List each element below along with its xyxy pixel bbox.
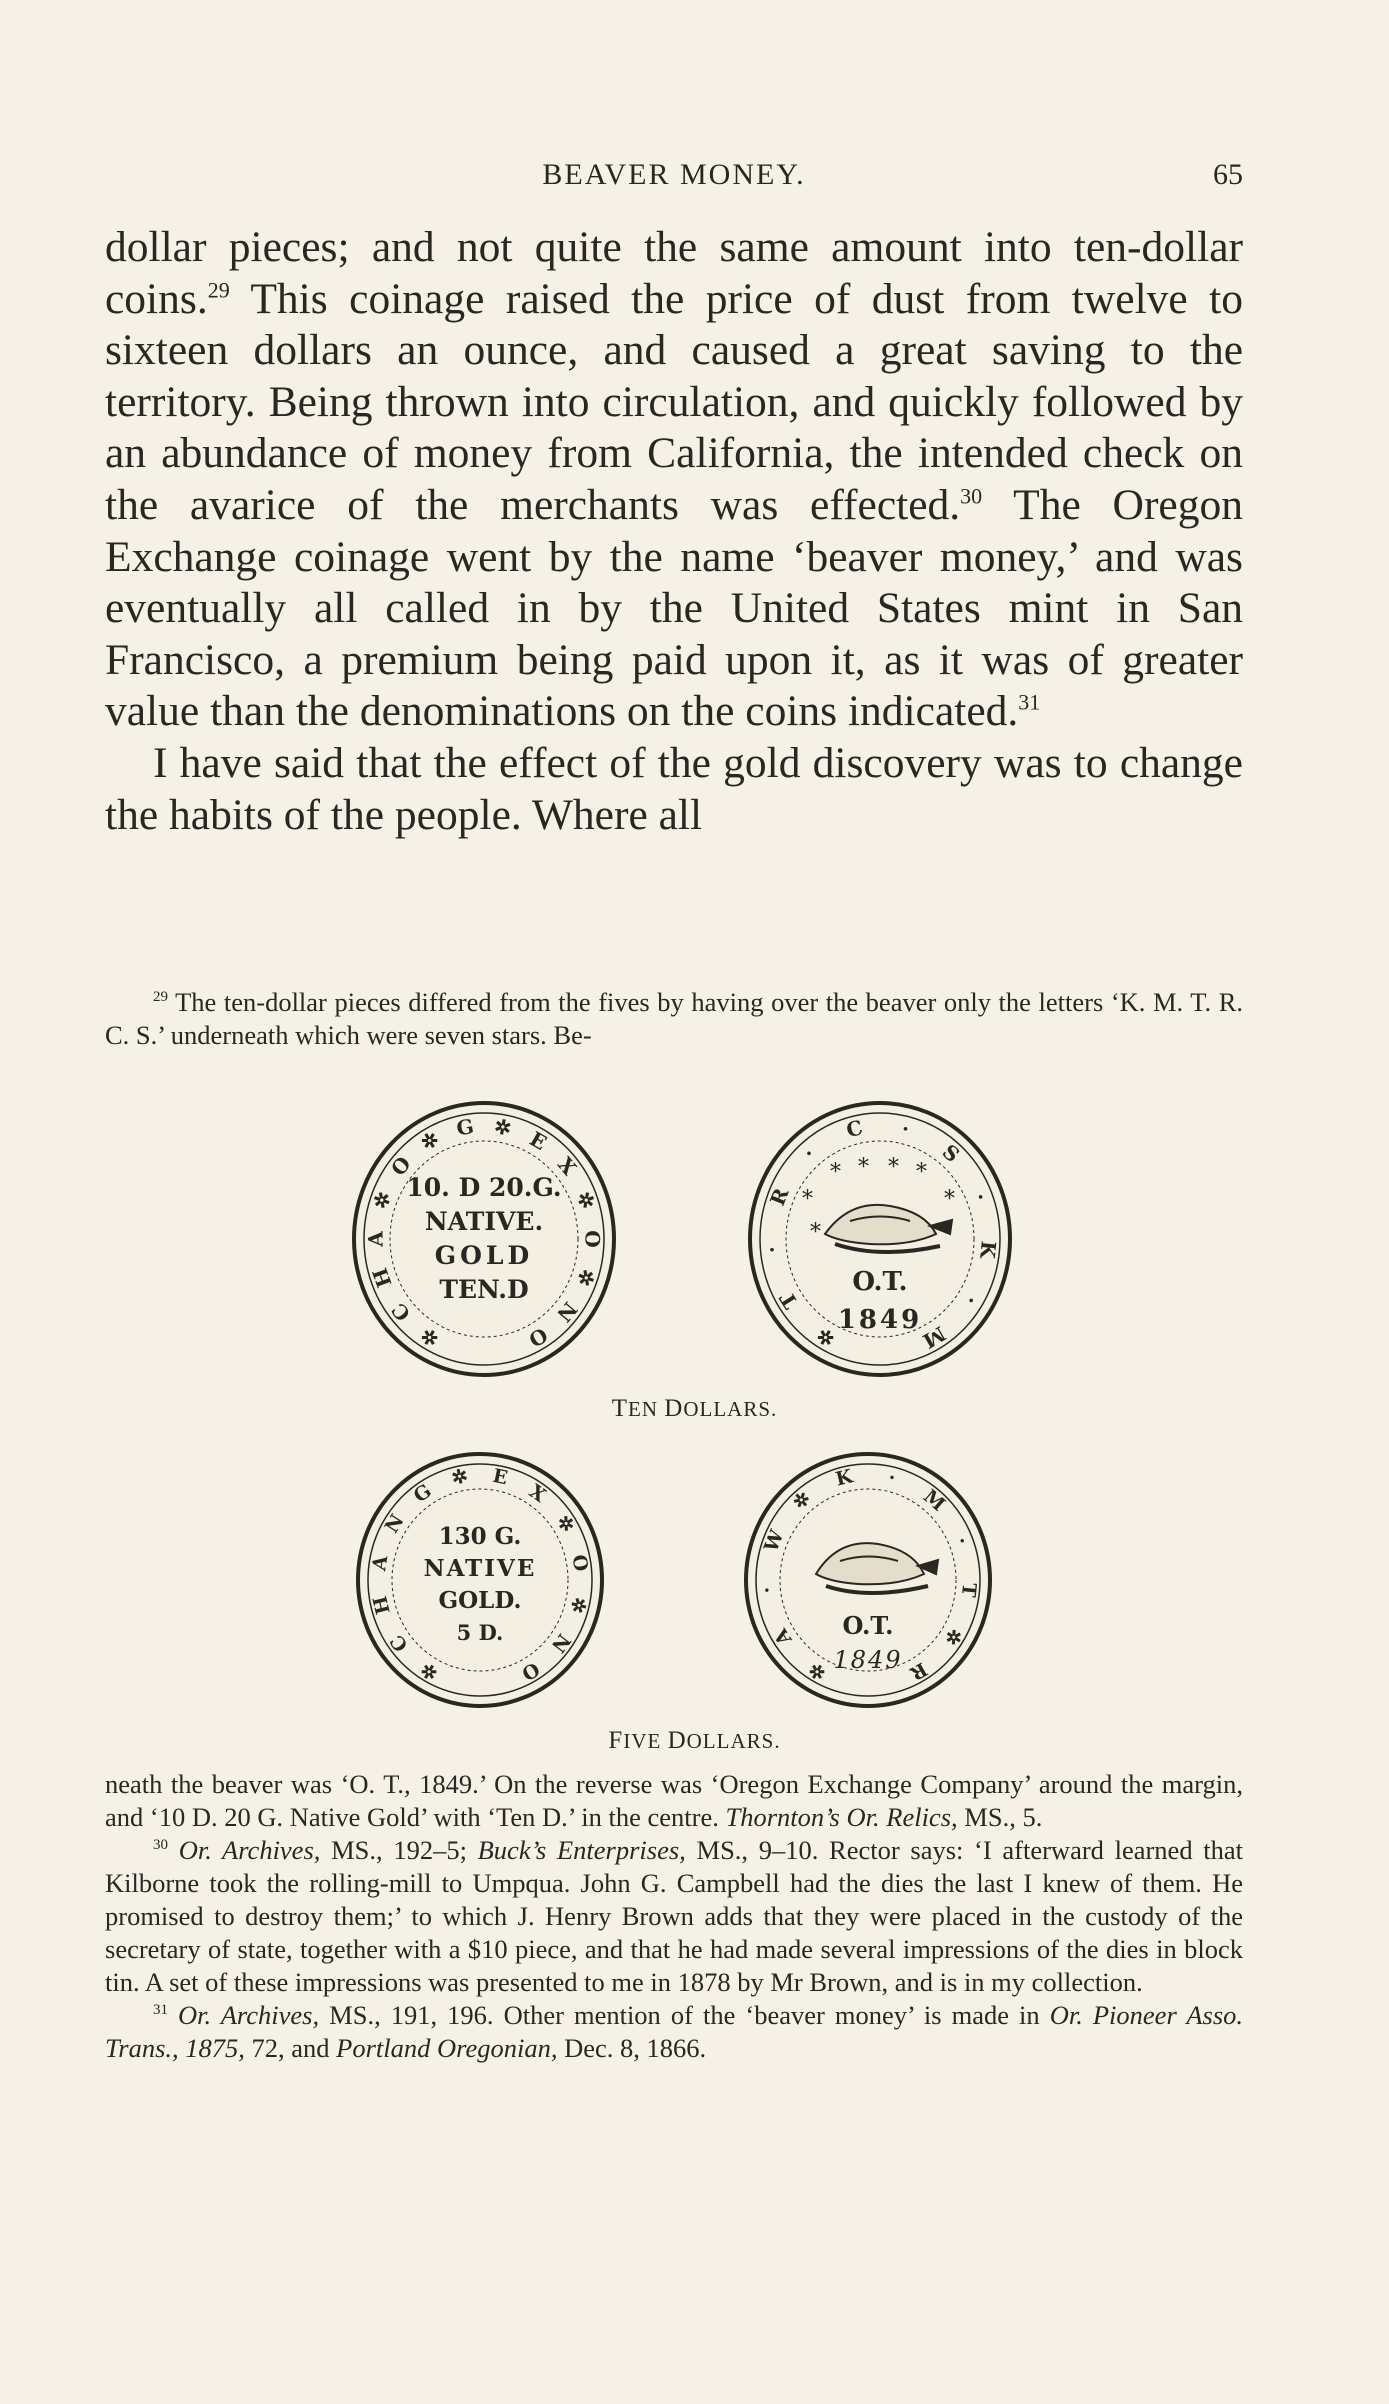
- rim-letter: ·: [759, 1245, 785, 1255]
- coin-line: O.T.: [842, 1611, 894, 1640]
- rim-letter: ·: [950, 1533, 974, 1549]
- star: *: [858, 1155, 869, 1180]
- coin-line: 5 D.: [456, 1620, 504, 1645]
- rim-letter: A: [368, 1554, 393, 1573]
- ten-dollar-reverse: [740, 1094, 1020, 1388]
- footnote-number: 31: [153, 2002, 168, 2019]
- rim-letter: ✲: [551, 1511, 579, 1537]
- running-head: BEAVER MONEY.: [542, 158, 806, 191]
- rim-letter: R: [765, 1184, 794, 1210]
- coin-line: GOLD.: [438, 1587, 522, 1614]
- page-number: 65: [1213, 158, 1243, 191]
- footnote-number: 29: [153, 989, 168, 1006]
- five-dollar-obverse: [350, 1446, 610, 1718]
- coin-line: 10. D 20.G.: [406, 1173, 562, 1202]
- coin-obverse-image: [344, 1094, 624, 1384]
- rim-letter: S: [937, 1139, 965, 1168]
- footnote-text: The ten-dollar pieces differed from the fives by having over the beaver only the letters ‘K. M. T. R. C. S.’ underneath which were seven stars. Be-: [105, 987, 1243, 1050]
- footnote-29-continued: [105, 1768, 1243, 1834]
- rim-letter: E: [525, 1126, 551, 1155]
- rim-letter: ✲: [812, 1322, 840, 1352]
- footnotes-bottom: [105, 1768, 1243, 2065]
- citation-title: Portland Oregonian,: [336, 2033, 558, 2063]
- rim-letter: ·: [756, 1585, 779, 1595]
- five-dollar-reverse: [738, 1446, 998, 1718]
- footnote-number: 30: [153, 1837, 168, 1854]
- caption-text: IVE: [623, 1729, 668, 1753]
- rim-letter: E: [490, 1464, 510, 1490]
- rim-letter: ·: [968, 1189, 994, 1205]
- rim-letter: ✲: [416, 1322, 444, 1352]
- rim-letter: O: [567, 1553, 592, 1574]
- paragraph-2: I have said that the effect of the gold discovery was to change the habits of the people. Where all: [105, 738, 1243, 839]
- rim-letter: ✲: [571, 1265, 601, 1290]
- citation-title: Buck’s Enterprises,: [477, 1835, 686, 1865]
- rim-letter: X: [552, 1152, 582, 1180]
- footnote-ref: 29: [207, 277, 230, 303]
- rim-letter: C: [386, 1298, 416, 1326]
- rim-letter: ·: [959, 1290, 984, 1310]
- rim-letter: M: [918, 1321, 950, 1354]
- coin-line: TEN.D: [439, 1275, 529, 1304]
- rim-letter: ✲: [805, 1657, 830, 1685]
- rim-letter: ✲: [571, 1188, 601, 1213]
- rim-letter: W: [760, 1526, 789, 1555]
- rim-letter: X: [525, 1480, 550, 1507]
- rim-letter: C: [843, 1115, 866, 1143]
- caption-ten-dollars: [0, 1395, 1389, 1423]
- caption-text: OLLARS.: [683, 1397, 778, 1421]
- text-run: dollar pieces; and not quite the same amount into ten-dollar coins.: [105, 223, 1243, 323]
- rim-letter: O: [580, 1230, 605, 1248]
- citation-title: Thornton’s Or. Relics,: [725, 1802, 958, 1832]
- coin-line: GOLD: [434, 1241, 534, 1270]
- rim-letter: T: [774, 1287, 803, 1314]
- footnote-29: [105, 986, 1243, 1052]
- rim-letter: T: [956, 1581, 981, 1599]
- caption-initial: D: [667, 1727, 687, 1754]
- rim-letter: ✲: [449, 1464, 470, 1490]
- rim-letter: ·: [899, 1116, 912, 1142]
- rim-letter: H: [369, 1593, 395, 1617]
- coin-line: NATIVE.: [424, 1207, 544, 1236]
- rim-letter: H: [367, 1264, 397, 1291]
- star: *: [888, 1155, 899, 1180]
- footnote-text: MS., 191, 196. Other mention of the ‘beaver money’ is made in: [319, 2000, 1050, 2030]
- citation-title: Or. Archives,: [168, 2000, 320, 2030]
- rim-letter: K: [975, 1239, 1001, 1260]
- caption-initial: D: [664, 1395, 684, 1422]
- rim-letter: K: [833, 1465, 855, 1491]
- footnote-ref: 30: [960, 483, 983, 509]
- rim-letter: R: [906, 1657, 931, 1685]
- footnote-text: Dec. 8, 1866.: [557, 2033, 707, 2063]
- star: *: [802, 1187, 813, 1212]
- rim-letter: O: [524, 1322, 552, 1353]
- ten-dollar-obverse: [344, 1094, 624, 1388]
- footnote-text: MS., 5.: [957, 1802, 1043, 1832]
- rim-letter: N: [380, 1510, 409, 1538]
- rim-letter: M: [918, 1485, 950, 1516]
- page-header: [105, 158, 1243, 198]
- rim-letter: ✲: [565, 1594, 591, 1616]
- footnote-text: MS., 9–10. Rector says: ‘I afterward learned that Kilborne took the rolling-mill to Umpqua. John G. Campbell had the dies the last I knew of them. He promised to destroy them;’ to which J. Henry Brown adds that they were placed in the custody of the secretary of state, together with a $10 piece, and that he had made several impressions of the dies in block tin. A set of these impressions was presented to me in 1878 by Mr Brown, and is in my collection.: [105, 1835, 1243, 1997]
- coin-reverse-image: [738, 1446, 998, 1714]
- rim-letter: ·: [798, 1141, 820, 1165]
- caption-text: OLLARS.: [686, 1729, 781, 1753]
- footnote-31: [105, 1999, 1243, 2065]
- coin-obverse-image: [350, 1446, 610, 1714]
- coin-reverse-image: [740, 1094, 1020, 1384]
- coin-line: 1849: [833, 1646, 903, 1674]
- footnote-text: MS., 192–5;: [320, 1835, 478, 1865]
- rim-letter: G: [409, 1479, 436, 1508]
- rim-letter: O: [517, 1657, 544, 1685]
- rim-letter: ✲: [492, 1113, 514, 1141]
- caption-initial: F: [608, 1727, 624, 1754]
- rim-letter: A: [363, 1231, 388, 1247]
- rim-letter: ✲: [367, 1188, 397, 1213]
- coin-line: NATIVE: [423, 1555, 537, 1582]
- body-text: [105, 222, 1243, 841]
- footnote-text: neath the beaver was ‘O. T., 1849.’ On the reverse was ‘Oregon Exchange Company’ around the margin, and ‘10 D. 20 G. Native Gold’ with ‘Ten D.’ in the centre.: [105, 1769, 1243, 1832]
- star: *: [810, 1220, 821, 1245]
- text-run: This coinage raised the price of dust from twelve to sixteen dollars an ounce, and caused a great saving to the territory. Being thrown into circulation, and quickly followed by an abundance of money from California, the intended check on the avarice of the merchants was effected.: [105, 274, 1243, 529]
- caption-text: EN: [628, 1397, 665, 1421]
- rim-letter: ✲: [416, 1126, 444, 1156]
- star: *: [944, 1187, 955, 1212]
- paragraph-1: [105, 222, 1243, 738]
- rim-letter: G: [454, 1113, 476, 1141]
- rim-letter: ·: [886, 1466, 898, 1490]
- rim-letter: ✲: [788, 1487, 816, 1515]
- footnote-text: 72, and: [244, 2033, 337, 2063]
- rim-letter: A: [769, 1624, 797, 1649]
- text-run: The Oregon Exchange coinage went by the name ‘beaver money,’ and was eventually all called in by the United States mint in San Francisco, a premium being paid upon it, as it was of greater value than the denominations on the coins indicated.: [105, 480, 1243, 736]
- rim-letter: ✲: [939, 1624, 967, 1650]
- footnote-ref: 31: [1018, 689, 1041, 715]
- star: *: [916, 1160, 927, 1185]
- coin-line: 1849: [837, 1305, 923, 1335]
- rim-letter: N: [546, 1629, 575, 1657]
- citation-title: Or. Archives,: [168, 1835, 321, 1865]
- caption-five-dollars: [0, 1727, 1389, 1755]
- footnote-30: [105, 1834, 1243, 1999]
- rim-letter: O: [386, 1151, 416, 1181]
- rim-letter: ✲: [417, 1657, 442, 1685]
- rim-letter: N: [552, 1297, 583, 1327]
- rim-letter: C: [385, 1630, 413, 1656]
- caption-initial: T: [611, 1395, 629, 1422]
- star: *: [830, 1160, 841, 1185]
- coin-line: 130 G.: [438, 1523, 522, 1550]
- citation-title: Or. Pioneer Asso. Trans., 1875,: [105, 2000, 1244, 2063]
- coin-line: O.T.: [852, 1267, 908, 1297]
